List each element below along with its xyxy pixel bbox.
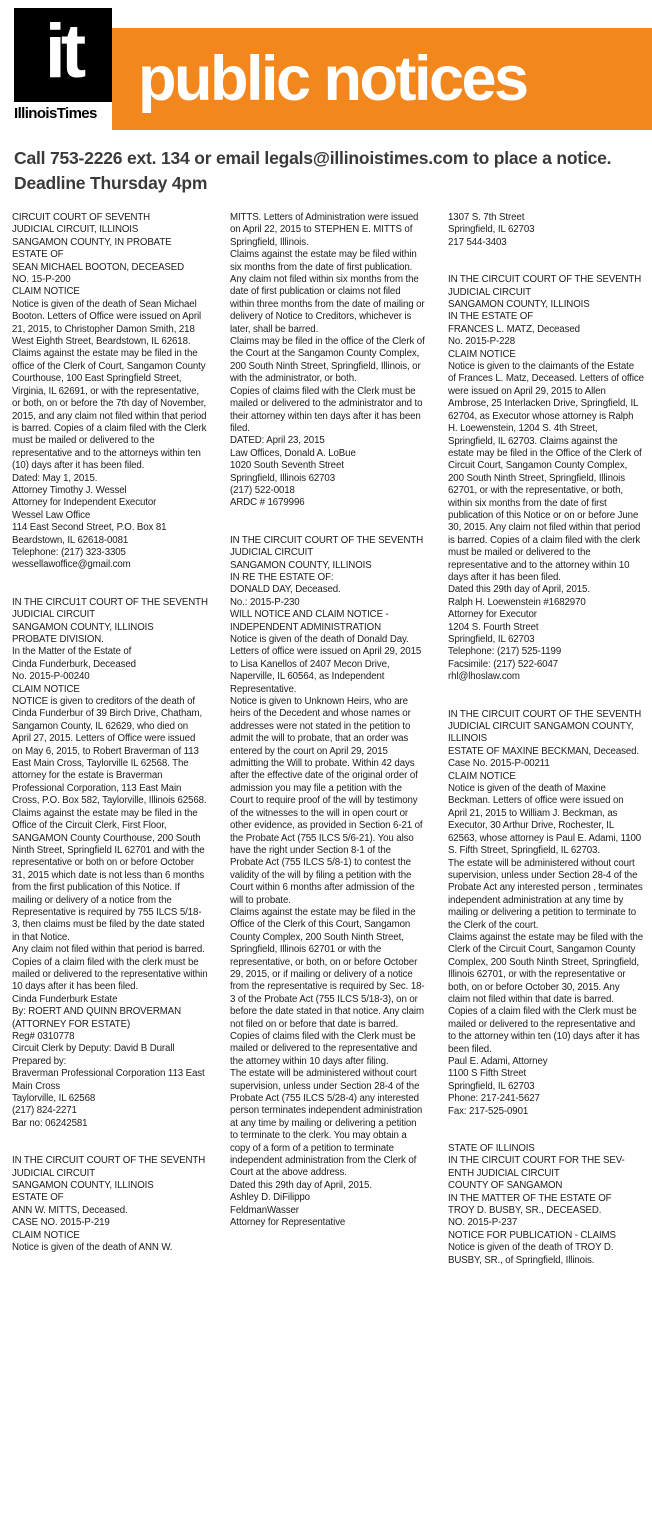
notice-paragraph: Any claim not filed within that period is barred. Copies of a claim filed with the clerk must be mailed or delivered to the representative within 10 days after it has been filed. <box>12 944 208 993</box>
notice-paragraph: Springfield, IL 62703 <box>448 224 535 236</box>
notice-paragraph: Taylorville, IL 62568 <box>12 1093 96 1105</box>
notice-paragraph: Fax: 217-525-0901 <box>448 1105 529 1117</box>
notice-paragraph: SANGAMON COUNTY, ILLINOIS <box>12 1180 154 1192</box>
notice-paragraph: wessellawoffice@gmail.com <box>12 559 131 571</box>
logo-wordmark: IllinoisTimes <box>14 105 97 122</box>
notice-paragraph: STATE OF ILLINOIS <box>448 1143 535 1155</box>
notice-paragraph: IN RE THE ESTATE OF: <box>230 571 334 583</box>
notice-paragraph: Cinda Funderburk, Deceased <box>12 658 136 670</box>
notice-paragraph: ESTATE OF <box>12 249 64 261</box>
notice-paragraph: IN THE CIRCUIT COURT OF THE SEVENTH <box>448 274 642 286</box>
notice-paragraph: NOTICE is given to creditors of the death of Cinda Funderbur of 39 Birch Drive, Chatham, Sangamon County, IL 62629, who died on April 27, 2015. Letters of Office were issued on May 6, 2015, to Robert Braverman of 113 East Main Cross, Taylorville IL 62568. The attorney for the estate is Braverman Professional Corporation, 113 East Main Cross, P.O. Box 582, Taylorville, Illinois 62568. <box>12 696 207 807</box>
notice-paragraph: ANN W. MITTS, Deceased. <box>12 1204 128 1216</box>
notice-column-2 <box>230 212 426 1230</box>
notice-paragraph: Springfield, IL 62703 <box>448 1080 535 1092</box>
notice-paragraph: COUNTY OF SANGAMON <box>448 1180 563 1192</box>
contact-line-2: Deadline Thursday 4pm <box>14 173 208 193</box>
contact-line-1: Call 753-2226 ext. 134 or email legals@illinoistimes.com to place a notice. <box>14 148 612 168</box>
notice-paragraph: JUDICIAL CIRCUIT, ILLINOIS <box>12 224 139 236</box>
notice-column-1 <box>12 212 208 1255</box>
notice-paragraph: JUDICIAL CIRCUIT <box>12 609 96 621</box>
notice-paragraph: Claims may be filed in the office of the Clerk of the Court at the Sangamon County Complex, 200 South Ninth Street, Springfield, Illinois, or with the administrator, or both. <box>230 336 425 385</box>
notice-paragraph: 1307 S. 7th Street <box>448 212 525 223</box>
notice-paragraph: Claims against the estate may be filed in the Office of the Circuit Clerk, First Floor, SANGAMON County Courthouse, 200 South Ninth Street, Springfield IL 62701 and with the representative or both on or before October 31, 2015 which date is not less than 6 months from the first publication of this Notice. If mailing or delivery of a notice from the Representative is required by 755 ILCS 5/18-3, then claims must be filed by the date stated in that Notice. <box>12 807 205 943</box>
notice-paragraph: IN THE CIRCU1T COURT OF THE SEVENTH <box>12 596 208 608</box>
notice-paragraph: Attorney for Executor <box>448 609 537 621</box>
notice-paragraph: No. 2015-P-00240 <box>12 671 90 683</box>
notice-paragraph: DATED: April 23, 2015 <box>230 435 325 447</box>
notice-block <box>448 1143 644 1267</box>
notice-paragraph: Facsimile: (217) 522-6047 <box>448 658 559 670</box>
notice-paragraph: FRANCES L. MATZ, Deceased <box>448 323 580 335</box>
notice-block <box>448 212 644 249</box>
banner-title: public notices <box>138 43 527 114</box>
notice-paragraph: CLAIM NOTICE <box>448 348 516 360</box>
notice-paragraph: CLAIM NOTICE <box>12 1229 80 1241</box>
notice-paragraph: (217) 824-2271 <box>12 1105 77 1117</box>
notice-block <box>230 212 426 510</box>
notice-paragraph: MITTS. Letters of Administration were issued on April 22, 2015 to STEPHEN E. MITTS of Springfield, Illinois. <box>230 212 419 248</box>
notice-paragraph: 217 544-3403 <box>448 236 507 248</box>
notice-paragraph: Ashley D. DiFilippo <box>230 1192 310 1204</box>
notice-paragraph: In the Matter of the Estate of <box>12 646 132 658</box>
notice-paragraph: By: ROERT AND QUINN BROVERMAN <box>12 1006 181 1018</box>
notice-paragraph: 114 East Second Street, P.O. Box 81 <box>12 522 167 534</box>
notice-paragraph: ILLINOIS <box>448 733 488 745</box>
notice-column-3 <box>448 212 644 1267</box>
notice-block <box>12 597 208 1130</box>
notice-paragraph: The estate will be administered without court supervision, unless under Section 28-4 of the Probate Act any interested person , terminates independent administration at any time by mailing or delivering a petition to terminate to the Clerk of the court. <box>448 857 643 931</box>
notice-paragraph: Law Offices, Donald A. LoBue <box>230 447 356 459</box>
notice-paragraph: 1100 S Fifth Street <box>448 1068 527 1080</box>
notice-paragraph: Notice is given to Unknown Heirs, who are heirs of the Decedent and whose names or addresses were not stated in the petition to admit the will to probate, that an order was entered by the court on April 29, 2015 admitting the Will to probate. Within 42 days after the effective date of the original order of admission you may file a petition with the Court to require proof of the will by testimony of the witnesses to the will in open court or other evidence, as provided in Section 6-21 of the Probate Act (755 ILCS 5/6-21). You also have the right under Section 8-1 of the Probate Act (755 ILCS 5/8-1) to contest the validity of the will by filing a petition with the Court within 6 months after admission of the will to probate. <box>230 696 423 906</box>
notice-block <box>448 274 644 683</box>
notice-paragraph: Bar no: 06242581 <box>12 1117 88 1129</box>
notice-paragraph: FeldmanWasser <box>230 1204 299 1216</box>
notice-paragraph: Springfield, IL 62703 <box>448 634 535 645</box>
notice-block <box>448 709 644 1118</box>
notice-paragraph: JUDICIAL CIRCUIT SANGAMON COUNTY, <box>448 721 634 733</box>
notice-paragraph: rhl@lhoslaw.com <box>448 671 520 683</box>
notice-paragraph: Attorney Timothy J. Wessel <box>12 484 127 496</box>
notice-paragraph: CLAIM NOTICE <box>12 286 80 298</box>
notice-paragraph: Springfield, Illinois 62703 <box>230 472 336 484</box>
notice-paragraph: SANGAMON COUNTY, ILLINOIS <box>230 559 372 571</box>
notice-paragraph: 1020 South Seventh Street <box>230 460 344 472</box>
notice-paragraph: Notice is given of the death of Maxine Beckman. Letters of office were issued on April 21, 2015 to William J. Beckman, as Executor, 30 Arthur Drive, Rochester, IL 62563, whose attorney is Paul E. Adami, 1100 S. Fifth Street, Springfield, IL 62703. <box>448 783 642 857</box>
notice-paragraph: Dated this 29th day of April, 2015. <box>448 584 590 596</box>
notice-paragraph: CIRCUIT COURT OF SEVENTH <box>12 212 151 223</box>
notice-paragraph: Dated this 29th day of April, 2015. <box>230 1179 372 1191</box>
notice-paragraph: ESTATE OF <box>12 1192 64 1204</box>
notice-paragraph: Case No. 2015-P-00211 <box>448 758 550 770</box>
notice-paragraph: SANGAMON COUNTY, ILLINOIS <box>448 299 590 311</box>
notice-paragraph: The estate will be administered without court supervision, unless under Section 28-4 of the Probate Act (755 ILCS 5/28-4) any interested person terminates independent administration at any time by mailing or delivering a petition to terminate to the clerk. You may obtain a copy of a form of a petition to terminate independent administration from the Clerk of Court at the above address. <box>230 1068 423 1179</box>
notice-block <box>12 1155 208 1254</box>
notice-paragraph: DONALD DAY, Deceased. <box>230 584 341 596</box>
notice-paragraph: PROBATE DIVISION. <box>12 634 104 645</box>
notice-paragraph: Notice is given of the death of Sean Michael Booton. Letters of Office were issued on April 21, 2015, to Christopher Damon Smith, 218 West Eighth Street, Beardstown, IL 62618. <box>12 298 202 348</box>
notice-paragraph: Ralph H. Loewenstein #1682970 <box>448 596 586 608</box>
notice-paragraph: Copies of claims filed with the Clerk must be mailed or delivered to the administrator and to their attorney within ten days after it has been filed. <box>230 385 423 434</box>
notice-paragraph: NO. 2015-P-237 <box>448 1217 518 1229</box>
notice-paragraph: SANGAMON COUNTY, ILLINOIS <box>12 621 154 633</box>
notice-paragraph: Claims against the estate may be filed with the Clerk of the Circuit Court, Sangamon County Complex, 200 South Ninth Street, Springfield, Illinois 62701, or with the representative or both, on or before October 30, 2015. Any claim not filed within that date is barred. Copies of a claim filed with the Clerk must be mailed or delivered to the representative and to the attorney within ten (10) days after it has been filed. <box>448 931 644 1055</box>
notice-paragraph: (ATTORNEY FOR ESTATE) <box>12 1018 131 1030</box>
notice-paragraph: Telephone: (217) 323-3305 <box>12 546 126 558</box>
notice-paragraph: Notice is given of the death of Donald Day. Letters of office were issued on April 29, 2015 to Lisa Kanellos of 2407 Mecon Drive, Naperville, IL 60564, as Independent Representative. <box>230 634 422 695</box>
notice-paragraph: Dated: May 1, 2015. <box>12 472 98 484</box>
notice-paragraph: CLAIM NOTICE <box>12 683 80 695</box>
notice-paragraph: Beardstown, IL 62618-0081 <box>12 534 129 546</box>
masthead <box>0 0 652 134</box>
notice-paragraph: Claims against the estate may be filed in the office of the Clerk of Court, Sangamon County Courthouse, 100 East Springfield Street, Virginia, IL 62691, or with the representative, or both, on or before the 7th day of November, 2015, and any claim not filed within that period is barred. Copies of a claim filed with the Clerk must be mailed or delivered to the representative and to the attorneys within ten (10) days after it has been filed. <box>12 348 207 472</box>
notice-paragraph: CASE NO. 2015-P-219 <box>12 1217 110 1229</box>
notice-paragraph: No. 2015-P-228 <box>448 336 515 348</box>
notice-paragraph: Notice is given of the death of ANN W. <box>12 1242 173 1254</box>
notice-paragraph: CLAIM NOTICE <box>448 770 516 782</box>
notice-paragraph: Claims against the estate may be filed within six months from the date of first publication. Any claim not filed within six months from the date of first publication or claims not filed within three months from the date of mailing or delivery of Notice to Creditors, whichever is later, shall be barred. <box>230 249 425 335</box>
notice-paragraph: ESTATE OF MAXINE BECKMAN, Deceased. <box>448 745 640 757</box>
notice-paragraph: Cinda Funderburk Estate <box>12 993 118 1005</box>
notice-paragraph: JUDICIAL CIRCUIT <box>448 286 532 298</box>
notice-paragraph: SANGAMON COUNTY, IN PROBATE <box>12 236 172 248</box>
notice-paragraph: Attorney for Representative <box>230 1217 346 1229</box>
notice-paragraph: Paul E. Adami, Attorney <box>448 1056 548 1067</box>
notice-paragraph: IN THE ESTATE OF <box>448 311 534 323</box>
notice-paragraph: JUDICIAL CIRCUIT <box>230 547 314 559</box>
notice-paragraph: IN THE CIRCUIT COURT FOR THE SEV- <box>448 1155 625 1167</box>
notice-paragraph: Circuit Clerk by Deputy: David B Durall <box>12 1043 175 1055</box>
notice-block <box>12 212 208 572</box>
notice-paragraph: Notice is given to the claimants of the Estate of Frances L. Matz, Deceased. Letters of office were issued on April 29, 2015 to Allen Ambrose, 25 Interlacken Drive, Springfield, IL 62704, as Executor whose attorney is Ralph H. Loewenstein, 1204 S. 4th Street, Springfield, IL 62703. Claims against the estate may be filed in the Office of the Clerk of Circuit Court, Sangamon County Complex, 200 South Ninth Street, Springfield, Illinois 62701, or with the representative, or both, within six months from the date of first publication of this Notice or on or before June 30, 2015. Any claim not filed within that period is barred. Copies of a claim filed with the clerk must be mailed or delivered to the representative and to the attorney within 10 days after it has been filed. <box>448 361 644 583</box>
notice-paragraph: TROY D. BUSBY, SR., DECEASED. <box>448 1205 602 1217</box>
notice-paragraph: WILL NOTICE AND CLAIM NOTICE - INDEPENDENT ADMINISTRATION <box>230 609 389 633</box>
notice-paragraph: Attorney for Independent Executor <box>12 497 157 509</box>
notice-paragraph: No.: 2015-P-230 <box>230 596 300 608</box>
notice-paragraph: Telephone: (217) 525-1199 <box>448 646 562 658</box>
notice-paragraph: Claims against the estate may be filed in the Office of the Clerk of this Court, Sangamon County Complex, 200 South Ninth Street, Springfield, Illinois 62701 or with the representative, or both, on or before October 29, 2015, or if mailing or delivery of a notice from the representative is required by Sec. 18-3 of the Probate Act (755 ILCS 5/18-3), on or before the date stated in that notice. Any claim not filed on or before that date is barred. Copies of claims filed with the Clerk must be mailed or delivered to the representative and the attorney within 10 days after filing. <box>230 906 425 1067</box>
notice-paragraph: IN THE MATTER OF THE ESTATE OF <box>448 1192 612 1204</box>
notice-paragraph: ENTH JUDICIAL CIRCUIT <box>448 1167 560 1179</box>
notice-paragraph: JUDICIAL CIRCUIT <box>12 1167 96 1179</box>
notice-paragraph: NO. 15-P-200 <box>12 274 71 286</box>
notice-paragraph: NOTICE FOR PUBLICATION - CLAIMS <box>448 1229 616 1241</box>
notice-paragraph: IN THE CIRCUIT COURT OF THE SEVENTH <box>448 708 642 720</box>
notice-paragraph: Wessel Law Office <box>12 509 91 521</box>
notice-paragraph: IN THE CIRCUIT COURT OF THE SEVENTH <box>12 1155 206 1167</box>
notice-paragraph: ARDC # 1679996 <box>230 497 305 509</box>
notice-paragraph: IN THE CIRCUIT COURT OF THE SEVENTH <box>230 534 424 546</box>
notice-paragraph: Phone: 217-241-5627 <box>448 1093 540 1105</box>
notice-paragraph: Prepared by: <box>12 1055 67 1067</box>
logo-it-mark-icon: it <box>14 8 112 102</box>
notice-columns <box>0 196 652 1267</box>
illinois-times-logo <box>14 8 112 122</box>
banner <box>112 28 652 130</box>
notice-paragraph: (217) 522-0018 <box>230 484 295 496</box>
notice-block <box>230 535 426 1230</box>
notice-paragraph: 1204 S. Fourth Street <box>448 621 539 633</box>
notice-paragraph: SEAN MICHAEL BOOTON, DECEASED <box>12 261 185 273</box>
notice-paragraph: Notice is given of the death of TROY D. BUSBY, SR., of Springfield, Illinois. <box>448 1242 614 1266</box>
notice-paragraph: Reg# 0310778 <box>12 1031 75 1042</box>
notice-paragraph: Braverman Professional Corporation 113 East Main Cross <box>12 1068 205 1092</box>
contact-info <box>14 146 652 196</box>
